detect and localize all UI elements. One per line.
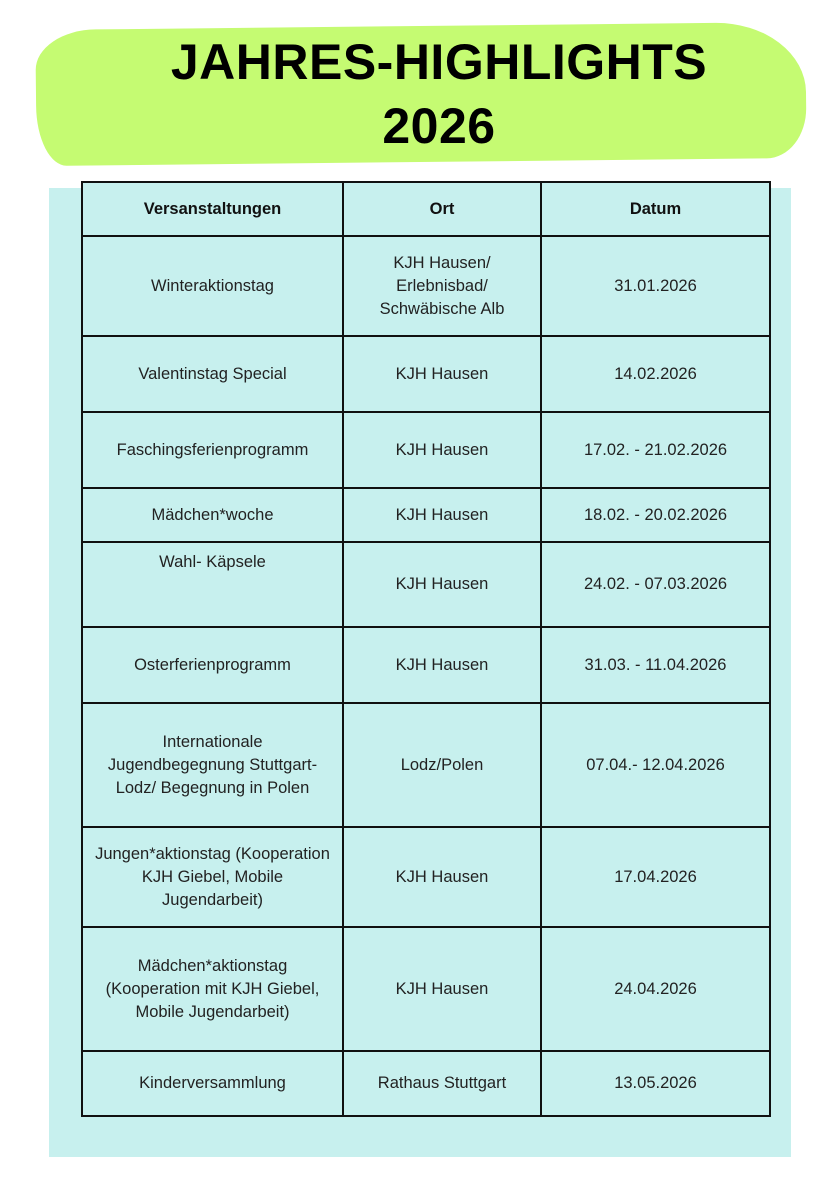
date-cell: 13.05.2026 [541, 1051, 770, 1116]
date-cell: 17.04.2026 [541, 827, 770, 927]
event-cell: Mädchen*aktionstag (Kooperation mit KJH Giebel, Mobile Jugendarbeit) [82, 927, 343, 1051]
event-cell: Osterferienprogramm [82, 627, 343, 703]
event-cell: Valentinstag Special [82, 336, 343, 412]
event-cell: Jungen*aktionstag (Kooperation KJH Giebel, Mobile Jugendarbeit) [82, 827, 343, 927]
event-cell: Internationale Jugendbegegnung Stuttgart-Lodz/ Begegnung in Polen [82, 703, 343, 827]
date-cell: 14.02.2026 [541, 336, 770, 412]
date-cell: 07.04.- 12.04.2026 [541, 703, 770, 827]
table-row [82, 542, 770, 627]
table-header-row [82, 182, 770, 236]
location-cell: KJH Hausen [343, 412, 541, 488]
event-cell: Winteraktionstag [82, 236, 343, 336]
table-row [82, 236, 770, 336]
date-cell: 18.02. - 20.02.2026 [541, 488, 770, 542]
date-cell: 17.02. - 21.02.2026 [541, 412, 770, 488]
column-header-date: Datum [541, 182, 770, 236]
table-row [82, 1051, 770, 1116]
location-cell: KJH Hausen [343, 336, 541, 412]
location-cell: KJH Hausen [343, 542, 541, 627]
location-cell: KJH Hausen [343, 827, 541, 927]
table-row [82, 412, 770, 488]
date-cell: 31.01.2026 [541, 236, 770, 336]
table-row [82, 488, 770, 542]
location-cell: KJH Hausen [343, 488, 541, 542]
location-cell: Rathaus Stuttgart [343, 1051, 541, 1116]
location-cell: Lodz/Polen [343, 703, 541, 827]
title-line-2: 2026 [382, 98, 496, 154]
date-cell: 24.02. - 07.03.2026 [541, 542, 770, 627]
location-cell: KJH Hausen/ Erlebnisbad/ Schwäbische Alb [343, 236, 541, 336]
event-cell: Kinderversammlung [82, 1051, 343, 1116]
column-header-location: Ort [343, 182, 541, 236]
table-row [82, 336, 770, 412]
location-cell: KJH Hausen [343, 927, 541, 1051]
event-cell: Faschingsferienprogramm [82, 412, 343, 488]
table-row [82, 927, 770, 1051]
title-line-1: JAHRES-HIGHLIGHTS [170, 34, 708, 90]
table-row [82, 703, 770, 827]
table-row [82, 627, 770, 703]
event-cell: Mädchen*woche [82, 488, 343, 542]
column-header-event: Versanstaltungen [82, 182, 343, 236]
events-table [81, 181, 771, 1117]
page-title [36, 30, 806, 158]
event-cell: Wahl- Käpsele [82, 542, 343, 627]
date-cell: 31.03. - 11.04.2026 [541, 627, 770, 703]
location-cell: KJH Hausen [343, 627, 541, 703]
date-cell: 24.04.2026 [541, 927, 770, 1051]
table-row [82, 827, 770, 927]
